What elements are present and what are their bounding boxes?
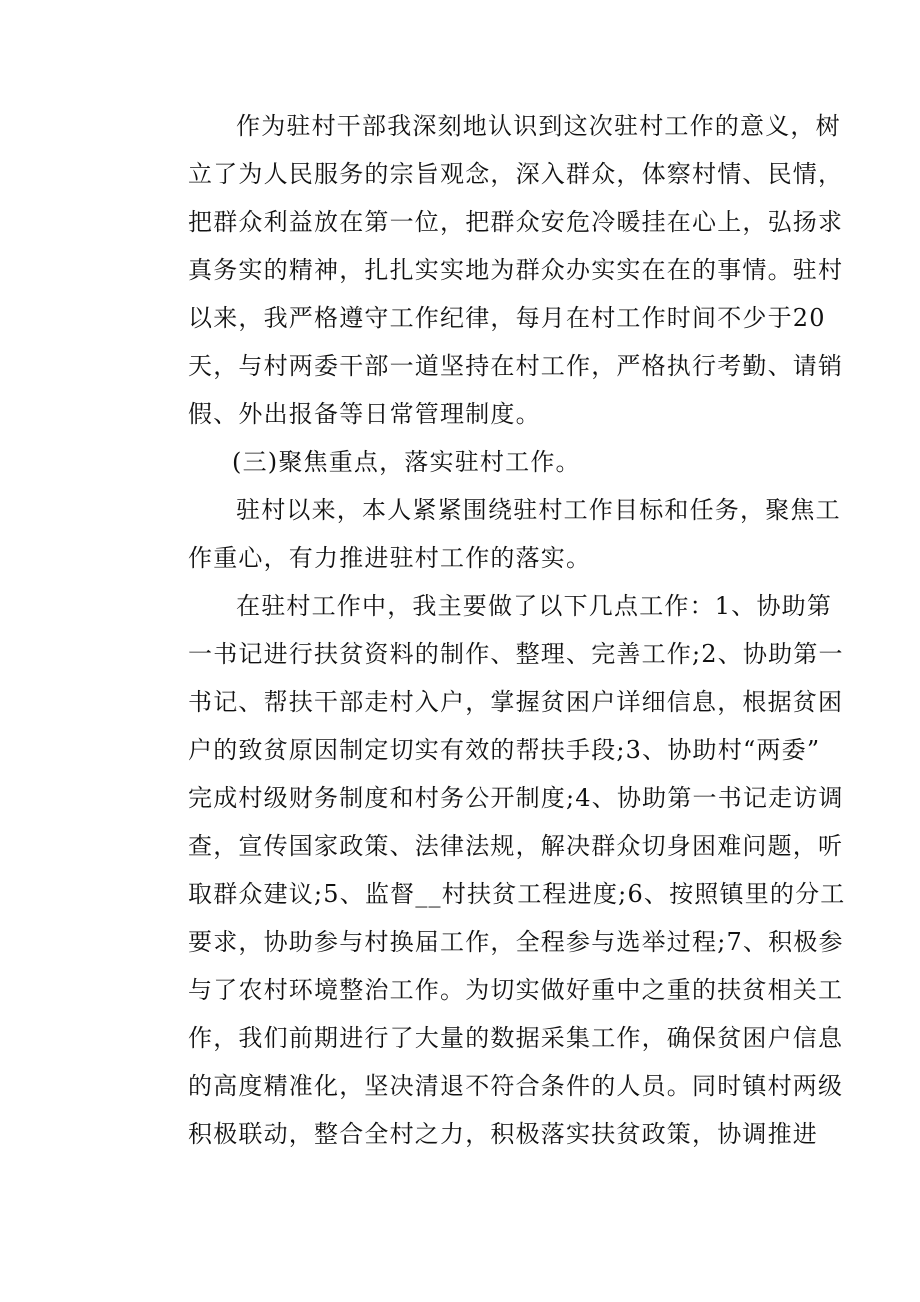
- text-line: 完成村级财务制度和村务公开制度;4、协助第一书记走访调: [188, 784, 844, 812]
- text-line: 作为驻村干部我深刻地认识到这次驻村工作的意义，树: [236, 112, 841, 140]
- text-line: 查，宣传国家政策、法律法规，解决群众切身困难问题，听: [188, 832, 844, 860]
- text-line: 积极联动，整合全村之力，积极落实扶贫政策，协调推进: [188, 1120, 818, 1148]
- document-body: [140, 102, 846, 1158]
- text-line: 与了农村环境整治工作。为切实做好重中之重的扶贫相关工: [188, 976, 844, 1004]
- paragraph-work-items: [140, 582, 846, 1158]
- text-line: 书记、帮扶干部走村入户，掌握贫困户详细信息，根据贫困: [188, 688, 844, 716]
- text-line: 天，与村两委干部一道坚持在村工作，严格执行考勤、请销: [188, 352, 844, 380]
- text-line: 真务实的精神，扎扎实实地为群众办实实在在的事情。驻村: [188, 256, 844, 284]
- text-line: 在驻村工作中，我主要做了以下几点工作：1、协助第: [236, 592, 833, 620]
- text-line: 驻村以来，本人紧紧围绕驻村工作目标和任务，聚焦工: [236, 496, 841, 524]
- section-heading-text: (三)聚焦重点，落实驻村工作。: [232, 448, 581, 476]
- text-line: 户的致贫原因制定切实有效的帮扶手段;3、协助村“两委”: [188, 736, 821, 764]
- text-line: 把群众利益放在第一位，把群众安危冷暖挂在心上，弘扬求: [188, 208, 844, 236]
- section-heading: [140, 438, 780, 486]
- text-line: 立了为人民服务的宗旨观念，深入群众，体察村情、民情，: [188, 160, 844, 188]
- text-line: 作，我们前期进行了大量的数据采集工作，确保贫困户信息: [188, 1024, 844, 1052]
- paragraph-cadre-awareness: [140, 102, 844, 438]
- text-line: 要求，协助参与村换届工作，全程参与选举过程;7、积极参: [188, 928, 844, 956]
- text-line: 的高度精准化，坚决清退不符合条件的人员。同时镇村两级: [188, 1072, 844, 1100]
- text-line: 取群众建议;5、监督__村扶贫工程进度;6、按照镇里的分工: [188, 880, 846, 908]
- text-line: 作重心，有力推进驻村工作的落实。: [188, 544, 592, 572]
- text-line: 以来，我严格遵守工作纪律，每月在村工作时间不少于20: [188, 304, 826, 332]
- paragraph-focus-goals: [140, 486, 841, 582]
- text-line: 假、外出报备等日常管理制度。: [188, 400, 541, 428]
- text-line: 一书记进行扶贫资料的制作、整理、完善工作;2、协助第一: [188, 640, 844, 668]
